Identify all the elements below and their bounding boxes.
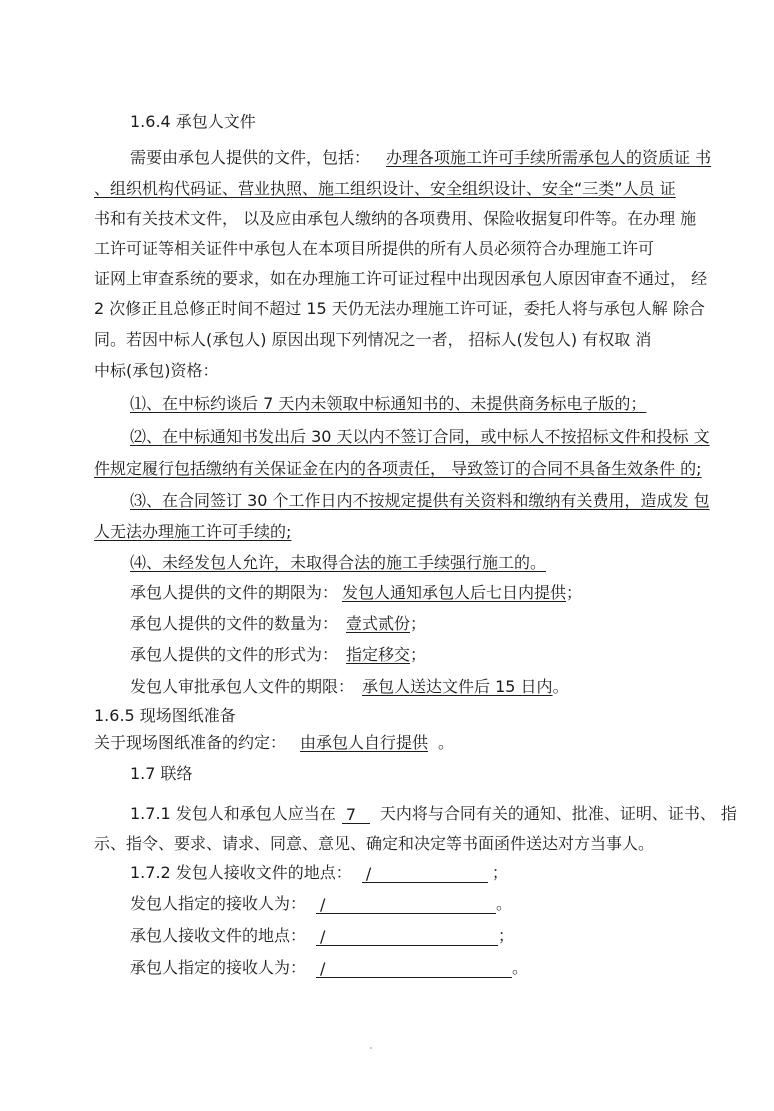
punctuation: 。 [512, 958, 529, 977]
field-label: 承包人提供的文件的期限为： [130, 583, 339, 602]
punctuation: ； [410, 645, 427, 664]
paragraph-line: 2 次修正且总修正时间不超过 15 天仍无法办理施工许可证，委托人将与承包人解 除合 [94, 299, 705, 318]
condition-item-1: ⑴、在中标约谈后 7 天内未领取中标通知书的、未提供商务标电子版的； [130, 394, 647, 413]
field-label: 1.7.2 发包人接收文件的地点： [130, 863, 352, 882]
condition-item-4: ⑷、未经发包人允许，未取得合法的施工手续强行施工的。 [130, 553, 547, 572]
paragraph-line: 中标(承包)资格： [94, 361, 219, 380]
doc-form-row [130, 645, 426, 665]
field-value: / [316, 895, 496, 914]
field-value: / [316, 959, 512, 978]
contractor-recipient-row [130, 958, 528, 978]
employer-address-row [130, 863, 508, 883]
paragraph-text: 天内将与合同有关的通知、批准、证明、证书、 指 [379, 804, 737, 823]
field-value: 壹式贰份 [346, 614, 411, 633]
condition-item-3: ⑶、在合同签订 30 个工作日内不按规定提供有关资料和缴纳有关费用，造成发 包 [130, 491, 710, 510]
field-value: 承包人送达文件后 15 日内 [362, 677, 553, 696]
field-label: 承包人提供的文件的形式为： [130, 645, 339, 664]
paragraph-text: 1.7.1 发包人和承包人应当在 [130, 804, 336, 823]
employer-recipient-row [130, 894, 512, 914]
paragraph-line [130, 148, 711, 168]
doc-quantity-row [130, 614, 426, 634]
contractor-address-row [130, 926, 514, 946]
condition-item-2-cont: 件规定履行包括缴纳有关保证金在内的各项责任， 导致签订的合同不具备生效条件 的; [94, 459, 702, 478]
paragraph-line: 工许可证等相关证件中承包人在本项目所提供的所有人员必须符合办理施工许可 [94, 239, 655, 258]
field-value: 指定移交 [346, 645, 411, 664]
field-value: 发包人通知承包人后七日内提供 [342, 583, 567, 602]
punctuation: ； [491, 863, 508, 882]
field-label: 承包人提供的文件的数量为： [130, 614, 339, 633]
punctuation: ； [410, 614, 427, 633]
field-label: 发包人指定的接收人为： [130, 894, 307, 913]
punctuation: 。 [496, 894, 513, 913]
paragraph-line: 、组织机构代码证、营业执照、施工组织设计、安全组织设计、安全“三类”人员 证 [94, 179, 676, 198]
paragraph-text: 需要由承包人提供的文件，包括： [130, 148, 371, 167]
field-label: 发包人审批承包人文件的期限： [130, 677, 355, 696]
punctuation: ； [498, 926, 515, 945]
filled-value: 办理各项施工许可手续所需承包人的资质证 书 [386, 148, 712, 167]
field-label: 承包人接收文件的地点： [130, 926, 307, 945]
section-1-6-4-heading: 1.6.4 承包人文件 [130, 112, 256, 131]
section-1-6-5-heading: 1.6.5 现场图纸准备 [94, 706, 236, 725]
drawings-row [94, 733, 454, 753]
condition-item-3-cont: 人无法办理施工许可手续的; [94, 522, 292, 541]
section-1-7-heading: 1.7 联络 [130, 764, 193, 783]
punctuation: 。 [552, 677, 569, 696]
punctuation: 。 [438, 733, 455, 752]
paragraph-line: 同。若因中标人(承包人) 原因出现下列情况之一者， 招标人(发包人) 有权取 消 [94, 330, 652, 349]
condition-item-2: ⑵、在中标通知书发出后 30 天以内不签订合同，或中标人不按招标文件和投标 文 [130, 427, 710, 446]
doc-period-row [130, 583, 582, 603]
field-value: / [316, 927, 498, 946]
field-label: 关于现场图纸准备的约定： [94, 733, 287, 752]
punctuation: ； [566, 583, 583, 602]
paragraph-line: 书和有关技术文件， 以及应由承包人缴纳的各项费用、保险收据复印件等。在办理 施 [94, 209, 697, 228]
review-period-row [130, 677, 569, 697]
days-value: 7 [342, 805, 370, 824]
field-label: 承包人指定的接收人为： [130, 958, 307, 977]
paragraph-line: 证网上审查系统的要求，如在办理施工许可证过程中出现因承包人原因审查不通过， 经 [94, 269, 708, 288]
field-value: / [362, 864, 488, 883]
section-1-7-1-line [130, 804, 737, 824]
field-value: 由承包人自行提供 [300, 733, 429, 752]
scan-speck [370, 1047, 372, 1049]
section-1-7-1-line: 示、指令、要求、请求、同意、意见、确定和决定等书面函件送达对方当事人。 [94, 834, 655, 853]
